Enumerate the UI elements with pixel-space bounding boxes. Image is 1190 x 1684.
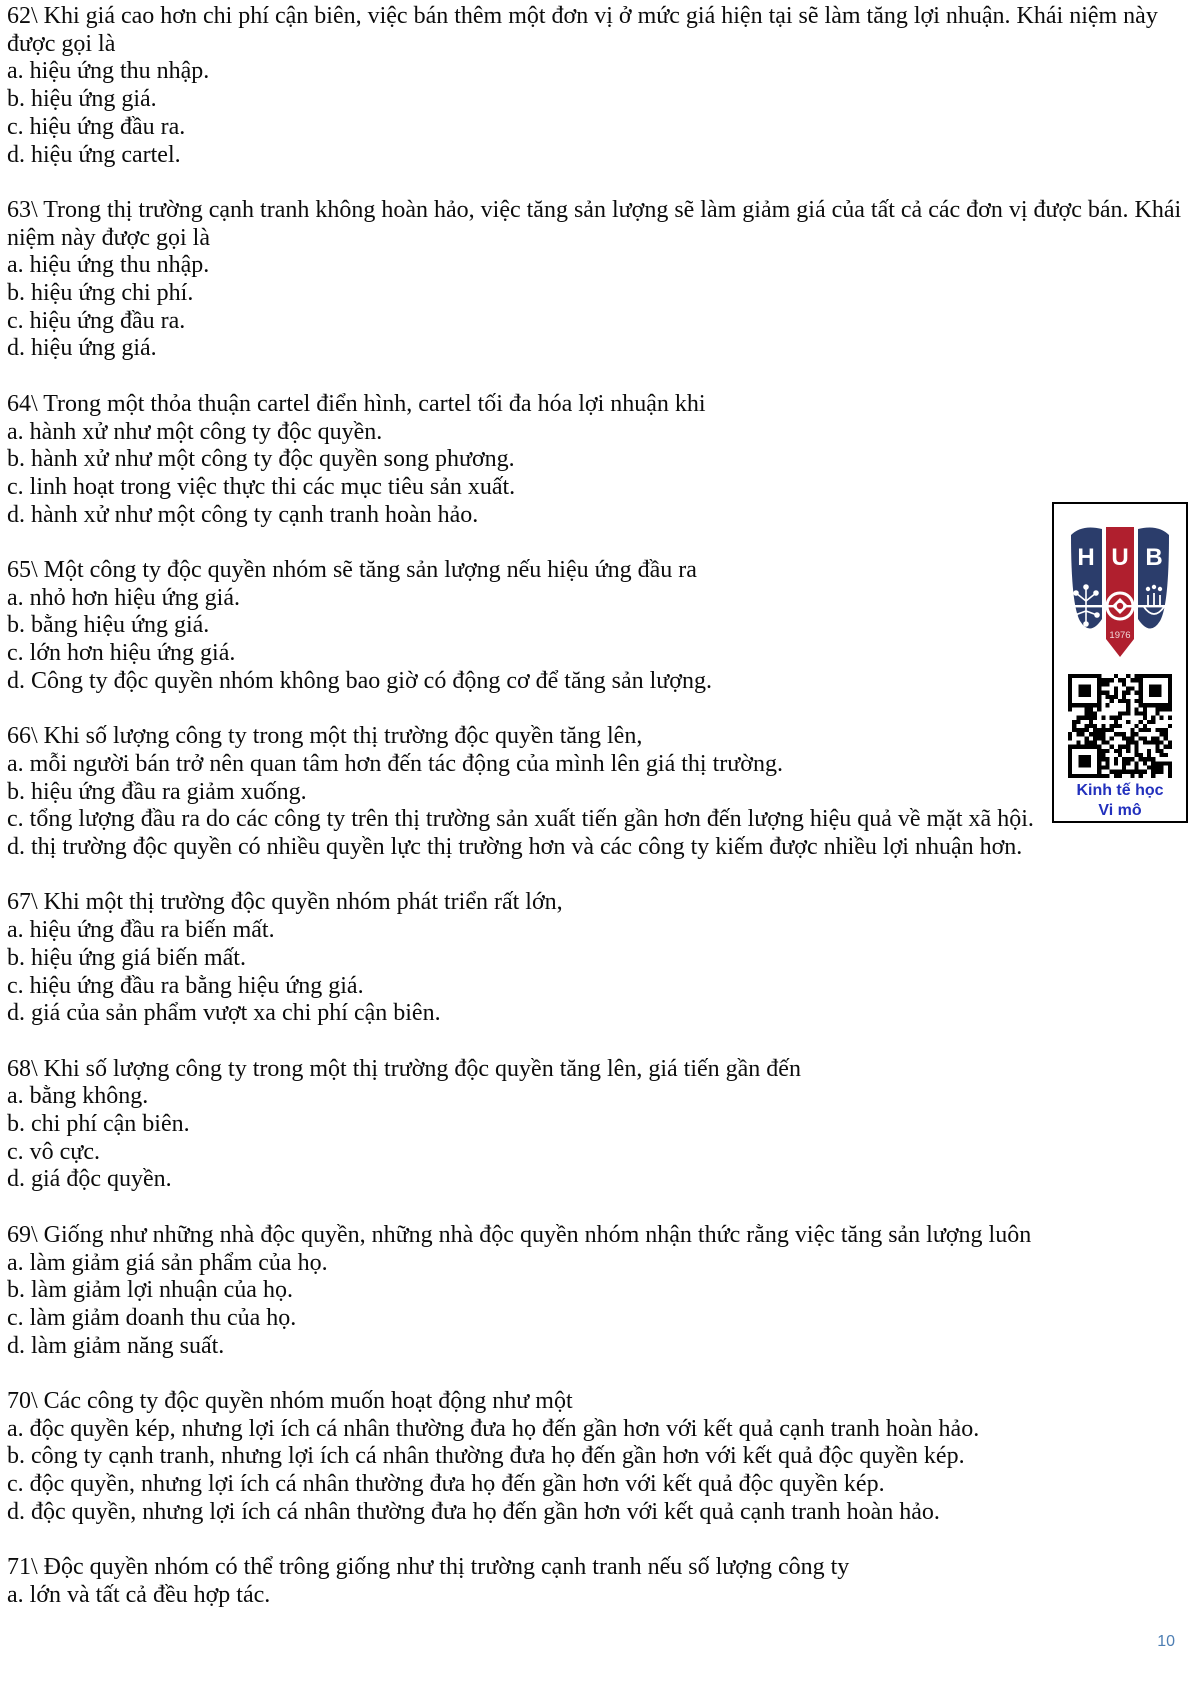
- hub-logo-icon: [1068, 517, 1172, 663]
- question-text: 63\ Trong thị trường cạnh tranh không hoàn hảo, việc tăng sản lượng sẽ làm giảm giá của tất cả các đơn vị được bán. Khái niệm này được gọi là: [7, 196, 1182, 251]
- question-block: [7, 1222, 1184, 1361]
- option-line: d. làm giảm năng suất.: [7, 1332, 225, 1359]
- option-line: c. vô cực.: [7, 1138, 100, 1165]
- option-line: d. thị trường độc quyền có nhiều quyền lực thị trường hơn và các công ty kiếm được nhiều lợi nhuận hơn.: [7, 834, 1023, 861]
- question-block: [7, 1056, 1184, 1195]
- option-line: b. hành xử như một công ty độc quyền song phương.: [7, 446, 515, 473]
- question-block: [7, 391, 1184, 530]
- option-line: d. Công ty độc quyền nhóm không bao giờ có động cơ để tăng sản lượng.: [7, 667, 712, 694]
- question-text: 65\ Một công ty độc quyền nhóm sẽ tăng sản lượng nếu hiệu ứng đầu ra: [7, 557, 697, 584]
- badge-caption: [1076, 781, 1163, 821]
- option-line: b. chi phí cận biên.: [7, 1111, 190, 1138]
- option-line: a. hành xử như một công ty độc quyền.: [7, 418, 383, 445]
- question-text: 70\ Các công ty độc quyền nhóm muốn hoạt động như một: [7, 1388, 573, 1415]
- option-line: d. hiệu ứng cartel.: [7, 141, 181, 168]
- option-line: a. nhỏ hơn hiệu ứng giá.: [7, 584, 240, 611]
- option-line: c. hiệu ứng đầu ra.: [7, 113, 186, 140]
- option-line: b. bằng hiệu ứng giá.: [7, 612, 210, 639]
- question-block: [7, 723, 1184, 862]
- option-line: c. linh hoạt trong việc thực thi các mục tiêu sản xuất.: [7, 473, 516, 500]
- svg-text:1976: 1976: [1109, 630, 1131, 641]
- question-text: 62\ Khi giá cao hơn chi phí cận biên, việc bán thêm một đơn vị ở mức giá hiện tại sẽ làm tăng lợi nhuận. Khái niệm này được gọi là: [7, 3, 1158, 57]
- option-line: a. hiệu ứng đầu ra biến mất.: [7, 917, 275, 944]
- option-line: b. hiệu ứng chi phí.: [7, 280, 194, 307]
- qr-code-icon: [1068, 674, 1172, 778]
- option-line: a. bằng không.: [7, 1083, 149, 1110]
- option-line: d. giá độc quyền.: [7, 1166, 172, 1193]
- option-line: c. tổng lượng đầu ra do các công ty trên thị trường sản xuất tiến gần hơn đến lượng hiệu quả về mặt xã hội.: [7, 806, 1034, 833]
- option-line: c. độc quyền, nhưng lợi ích cá nhân thường đưa họ đến gần hơn với kết quả độc quyền kép.: [7, 1471, 885, 1498]
- question-block: [7, 889, 1184, 1028]
- option-line: d. hiệu ứng giá.: [7, 335, 157, 362]
- question-block: [7, 197, 1184, 363]
- option-line: a. làm giảm giá sản phẩm của họ.: [7, 1249, 328, 1276]
- option-line: b. hiệu ứng đầu ra giảm xuống.: [7, 778, 307, 805]
- question-text: 71\ Độc quyền nhóm có thể trông giống như thị trường cạnh tranh nếu số lượng công ty: [7, 1554, 850, 1581]
- question-text: 67\ Khi một thị trường độc quyền nhóm phát triển rất lớn,: [7, 889, 563, 916]
- badge-caption-line1: Kinh tế học: [1076, 782, 1164, 799]
- question-text: 64\ Trong một thỏa thuận cartel điển hình, cartel tối đa hóa lợi nhuận khi: [7, 390, 706, 417]
- option-line: a. hiệu ứng thu nhập.: [7, 252, 210, 279]
- question-text: 66\ Khi số lượng công ty trong một thị trường độc quyền tăng lên,: [7, 723, 643, 750]
- option-line: c. lớn hơn hiệu ứng giá.: [7, 640, 236, 667]
- option-line: a. mỗi người bán trở nên quan tâm hơn đến tác động của mình lên giá thị trường.: [7, 750, 783, 777]
- question-block: [7, 557, 1184, 696]
- option-line: b. hiệu ứng giá biến mất.: [7, 944, 246, 971]
- option-line: c. hiệu ứng đầu ra.: [7, 307, 186, 334]
- question-text: 68\ Khi số lượng công ty trong một thị trường độc quyền tăng lên, giá tiến gần đến: [7, 1055, 801, 1082]
- question-block: [7, 3, 1184, 169]
- option-line: c. làm giảm doanh thu của họ.: [7, 1304, 297, 1331]
- option-line: b. làm giảm lợi nhuận của họ.: [7, 1277, 293, 1304]
- page-number: 10: [1157, 1633, 1175, 1650]
- option-line: d. độc quyền, nhưng lợi ích cá nhân thường đưa họ đến gần hơn với kết quả cạnh tranh hoàn hảo.: [7, 1498, 940, 1525]
- option-line: b. hiệu ứng giá.: [7, 86, 157, 113]
- option-line: c. hiệu ứng đầu ra bằng hiệu ứng giá.: [7, 972, 364, 999]
- badge-caption-line2: Vi mô: [1098, 802, 1142, 819]
- course-badge: [1052, 502, 1188, 823]
- option-line: a. lớn và tất cả đều hợp tác.: [7, 1581, 271, 1608]
- option-line: d. giá của sản phẩm vượt xa chi phí cận biên.: [7, 1000, 441, 1027]
- svg-text:U: U: [1111, 544, 1129, 571]
- question-text: 69\ Giống như những nhà độc quyền, những nhà độc quyền nhóm nhận thức rằng việc tăng sản lượng luôn: [7, 1221, 1032, 1248]
- question-block: [7, 1388, 1184, 1527]
- question-block: [7, 1554, 1184, 1609]
- svg-text:H: H: [1077, 544, 1095, 571]
- option-line: a. độc quyền kép, nhưng lợi ích cá nhân thường đưa họ đến gần hơn với kết quả cạnh tranh hoàn hảo.: [7, 1415, 980, 1442]
- option-line: b. công ty cạnh tranh, nhưng lợi ích cá nhân thường đưa họ đến gần hơn với kết quả độc quyền kép.: [7, 1443, 965, 1470]
- option-line: d. hành xử như một công ty cạnh tranh hoàn hảo.: [7, 501, 479, 528]
- svg-text:B: B: [1145, 544, 1163, 571]
- option-line: a. hiệu ứng thu nhập.: [7, 58, 210, 85]
